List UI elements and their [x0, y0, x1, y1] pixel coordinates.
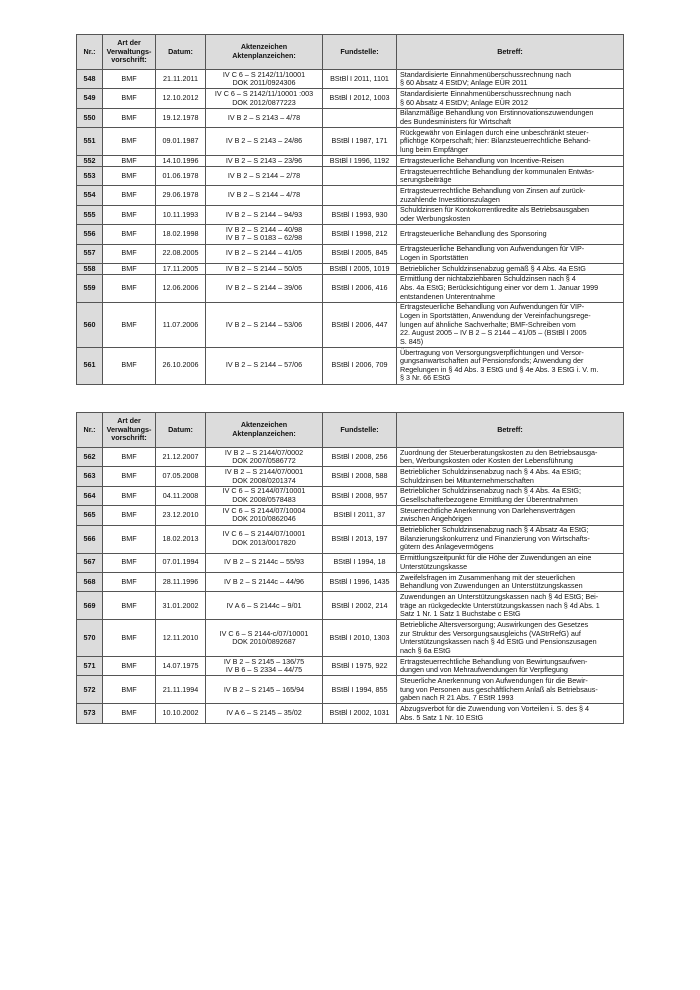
- row-betreff-line: lung beim Empfänger: [400, 144, 469, 154]
- row-betreff: [397, 676, 624, 704]
- row-number: 569: [77, 592, 103, 620]
- row-fundstelle: BStBl I 2012, 1003: [323, 89, 397, 108]
- table-row: [77, 347, 624, 384]
- row-betreff: [397, 89, 624, 108]
- row-betreff-line: träge an rückgedeckte Unterstützungskassen nach § 4d Abs. 1: [400, 600, 600, 610]
- row-betreff-line: Ertragsteuerrechtliche Behandlung der kommunalen Entwäs-: [400, 166, 595, 176]
- header-datum: Datum:: [156, 413, 206, 448]
- row-betreff-line: lungen auf ähnliche Sachverhalte; BMF-Schreiben vom: [400, 319, 576, 329]
- row-betreff: [397, 108, 624, 127]
- row-number: 554: [77, 186, 103, 205]
- table-row: [77, 108, 624, 127]
- row-number: 559: [77, 274, 103, 302]
- row-datum: 23.12.2010: [156, 506, 206, 525]
- table-row: [77, 166, 624, 185]
- row-betreff: [397, 128, 624, 156]
- row-aktenzeichen-line: IV B 2 – S 2144 – 53/06: [225, 319, 303, 329]
- row-aktenzeichen: [206, 128, 323, 156]
- row-number: 571: [77, 656, 103, 675]
- row-aktenzeichen-line: IV C 6 – S 2144/07/10004: [222, 505, 306, 515]
- row-aktenzeichen: [206, 274, 323, 302]
- row-fundstelle: BStBl I 2010, 1303: [323, 620, 397, 657]
- row-fundstelle: BStBl I 1993, 930: [323, 205, 397, 224]
- row-art: BMF: [103, 572, 156, 591]
- row-datum: 17.11.2005: [156, 263, 206, 274]
- row-betreff-line: Steuerrechtliche Anerkennung von Darlehensverträgen: [400, 505, 576, 515]
- header-aktenzeichen: Aktenzeichen Aktenplanzeichen:: [206, 35, 323, 70]
- row-art: BMF: [103, 225, 156, 244]
- header-aktenzeichen: Aktenzeichen Aktenplanzeichen:: [206, 413, 323, 448]
- row-number: 553: [77, 166, 103, 185]
- row-aktenzeichen-line: IV C 6 – S 2142/11/10001: [222, 69, 306, 79]
- row-datum: 14.10.1996: [156, 156, 206, 167]
- row-fundstelle: [323, 166, 397, 185]
- row-betreff-line: Ertragsteuerliche Behandlung von Aufwendungen für VIP-: [400, 302, 585, 312]
- row-datum: 22.08.2005: [156, 244, 206, 263]
- row-fundstelle: BStBl I 2006, 447: [323, 302, 397, 347]
- row-betreff: [397, 620, 624, 657]
- row-aktenzeichen: [206, 676, 323, 704]
- row-fundstelle: BStBl I 2002, 1031: [323, 704, 397, 723]
- row-aktenzeichen-line: IV B 2 – S 2144/07/0002: [224, 447, 304, 457]
- row-betreff-line: Übertragung von Versorgungsverpflichtungen und Versor-: [400, 347, 584, 357]
- row-art: BMF: [103, 553, 156, 572]
- row-number: 552: [77, 156, 103, 167]
- row-datum: 12.11.2010: [156, 620, 206, 657]
- row-aktenzeichen: [206, 166, 323, 185]
- header-nr: Nr.:: [77, 413, 103, 448]
- row-betreff: [397, 448, 624, 467]
- row-art: BMF: [103, 186, 156, 205]
- row-betreff-line: Satz 1 Nr. 1 Satz 1 Buchstabe c EStG: [400, 609, 521, 619]
- table-row: [77, 486, 624, 505]
- table-row: [77, 467, 624, 486]
- row-betreff-line: Logen in Sportstätten, Anwendung der Vereinfachungsrege-: [400, 310, 591, 320]
- row-number: 565: [77, 506, 103, 525]
- row-betreff-line: gaben nach R 21 Abs. 7 EStR 1993: [400, 693, 514, 703]
- table-row: [77, 128, 624, 156]
- table-row: [77, 205, 624, 224]
- row-aktenzeichen-line: IV B 2 – S 2144 – 40/98: [225, 224, 303, 234]
- row-aktenzeichen: [206, 467, 323, 486]
- row-betreff-line: Bilanzierungskonkurrenz und Finanzierung von Wirtschafts-: [400, 533, 590, 543]
- row-aktenzeichen: [206, 70, 323, 89]
- row-number: 549: [77, 89, 103, 108]
- table-row: [77, 70, 624, 89]
- row-betreff: [397, 347, 624, 384]
- header-nr: Nr.:: [77, 35, 103, 70]
- row-fundstelle: BStBl I 2008, 588: [323, 467, 397, 486]
- row-betreff: [397, 186, 624, 205]
- row-datum: 14.07.1975: [156, 656, 206, 675]
- row-aktenzeichen-line: DOK 2011/0924306: [232, 78, 296, 88]
- row-betreff-line: Logen in Sportstätten: [400, 252, 469, 262]
- row-aktenzeichen-line: IV B 2 – S 2144 – 2/78: [227, 170, 301, 180]
- row-betreff-line: gütern des Anlagevermögens: [400, 542, 494, 552]
- row-number: 550: [77, 108, 103, 127]
- row-aktenzeichen: [206, 108, 323, 127]
- row-art: BMF: [103, 89, 156, 108]
- row-art: BMF: [103, 448, 156, 467]
- row-aktenzeichen: [206, 347, 323, 384]
- row-number: 567: [77, 553, 103, 572]
- row-datum: 29.06.1978: [156, 186, 206, 205]
- row-fundstelle: BStBl I 2006, 416: [323, 274, 397, 302]
- row-aktenzeichen-line: DOK 2012/0877223: [232, 97, 296, 107]
- row-number: 551: [77, 128, 103, 156]
- header-fundstelle: Fundstelle:: [323, 413, 397, 448]
- row-betreff-line: Schuldzinsen bei Mitunternehmerschaften: [400, 475, 534, 485]
- row-aktenzeichen: [206, 263, 323, 274]
- row-number: 572: [77, 676, 103, 704]
- row-art: BMF: [103, 656, 156, 675]
- row-aktenzeichen: [206, 205, 323, 224]
- row-aktenzeichen-line: IV C 6 – S 2142/11/10001 :003: [214, 88, 314, 98]
- row-betreff-line: Schuldzinsen für Kontokorrentkredite als Betriebsausgaben: [400, 205, 589, 215]
- row-art: BMF: [103, 274, 156, 302]
- row-datum: 10.10.2002: [156, 704, 206, 723]
- row-betreff-line: § 3 Nr. 66 EStG: [400, 373, 451, 383]
- row-betreff-line: zwischen Angehörigen: [400, 514, 472, 524]
- row-aktenzeichen-line: IV B 2 – S 2143 – 24/86: [225, 136, 303, 146]
- row-aktenzeichen-line: IV C 6 – S 2144/07/10001: [222, 529, 306, 539]
- row-betreff-line: Ertragsteuerrechtliche Behandlung von Bewirtungsaufwen-: [400, 656, 588, 666]
- row-datum: 26.10.2006: [156, 347, 206, 384]
- row-betreff: [397, 592, 624, 620]
- row-betreff-line: § 60 Absatz 4 EStDV; Anlage EÜR 2012: [400, 97, 528, 107]
- row-aktenzeichen: [206, 620, 323, 657]
- row-betreff-line: Ermittlung der nichtabziehbaren Schuldzinsen nach § 4: [400, 274, 576, 284]
- table-row: [77, 263, 624, 274]
- row-betreff: [397, 525, 624, 553]
- row-betreff: [397, 656, 624, 675]
- row-aktenzeichen-line: IV B 2 – S 2145 – 136/75: [223, 656, 305, 666]
- row-betreff-line: Regelungen in § 4d Abs. 3 EStG und § 4e Abs. 3 EStG i. V. m.: [400, 364, 599, 374]
- row-aktenzeichen: [206, 572, 323, 591]
- row-fundstelle: BStBl I 1975, 922: [323, 656, 397, 675]
- row-betreff-line: Betrieblicher Schuldzinsenabzug nach § 4 Abs. 4a EStG;: [400, 486, 581, 496]
- row-betreff-line: entstandenen Unterentnahme: [400, 291, 496, 301]
- row-betreff: [397, 225, 624, 244]
- row-betreff: [397, 166, 624, 185]
- row-fundstelle: BStBl I 2013, 197: [323, 525, 397, 553]
- row-aktenzeichen-line: IV B 2 – S 2143 – 4/78: [227, 112, 301, 122]
- header-art: Art der Verwaltungs-vorschrift:: [103, 413, 156, 448]
- row-aktenzeichen: [206, 506, 323, 525]
- row-fundstelle: BStBl I 1987, 171: [323, 128, 397, 156]
- row-betreff-line: Abs. 5 Satz 1 Nr. 10 EStG: [400, 712, 484, 722]
- row-datum: 21.11.2011: [156, 70, 206, 89]
- row-number: 566: [77, 525, 103, 553]
- row-aktenzeichen: [206, 525, 323, 553]
- table-row: [77, 156, 624, 167]
- row-aktenzeichen: [206, 553, 323, 572]
- table-body: [77, 448, 624, 724]
- row-betreff-line: Behandlung von Zuwendungen an Unterstützungskassen: [400, 581, 583, 591]
- header-art: Art der Verwaltungs-vorschrift:: [103, 35, 156, 70]
- row-aktenzeichen-line: IV C 6 – S 2144-c/07/10001: [219, 628, 309, 638]
- row-art: BMF: [103, 467, 156, 486]
- table-row: [77, 592, 624, 620]
- row-number: 561: [77, 347, 103, 384]
- row-datum: 28.11.1996: [156, 572, 206, 591]
- row-betreff-line: tung von Personen aus geschäftlichem Anlaß als Betriebsaus-: [400, 684, 598, 694]
- row-fundstelle: BStBl I 2002, 214: [323, 592, 397, 620]
- row-betreff-line: Betriebliche Altersversorgung; Auswirkungen des Gesetzes: [400, 619, 589, 629]
- row-datum: 31.01.2002: [156, 592, 206, 620]
- row-betreff: [397, 205, 624, 224]
- row-betreff-line: Ermittlungszeitpunkt für die Höhe der Zuwendungen an eine: [400, 553, 592, 563]
- row-betreff: [397, 553, 624, 572]
- row-aktenzeichen-line: IV B 2 – S 2144 – 50/05: [225, 263, 303, 273]
- row-betreff-line: Bilanzmäßige Behandlung von Erstinnovationszuwendungen: [400, 108, 594, 118]
- row-betreff: [397, 704, 624, 723]
- row-art: BMF: [103, 302, 156, 347]
- table-row: [77, 225, 624, 244]
- row-fundstelle: BStBl I 2008, 957: [323, 486, 397, 505]
- row-betreff: [397, 156, 624, 167]
- row-art: BMF: [103, 704, 156, 723]
- row-betreff-line: Abs. 4a EStG; Berücksichtigung einer vor dem 1. Januar 1999: [400, 282, 599, 292]
- row-betreff-line: des Bundesministers für Wirtschaft: [400, 116, 512, 126]
- row-aktenzeichen-line: DOK 2007/0586772: [232, 456, 296, 466]
- row-art: BMF: [103, 70, 156, 89]
- row-aktenzeichen: [206, 89, 323, 108]
- row-aktenzeichen-line: DOK 2013/0017820: [232, 538, 296, 548]
- header-betreff: Betreff:: [397, 413, 624, 448]
- row-betreff-line: nach § 6a EStG: [400, 645, 451, 655]
- table-row: [77, 676, 624, 704]
- row-art: BMF: [103, 676, 156, 704]
- row-fundstelle: BStBl I 1996, 1435: [323, 572, 397, 591]
- regulation-table-1: [76, 34, 624, 385]
- row-fundstelle: BStBl I 1994, 18: [323, 553, 397, 572]
- row-betreff-line: Zuordnung der Steuerberatungskosten zu den Betriebsausga-: [400, 447, 598, 457]
- row-art: BMF: [103, 244, 156, 263]
- row-number: 557: [77, 244, 103, 263]
- row-betreff-line: § 60 Absatz 4 EStDV; Anlage EÜR 2011: [400, 78, 528, 88]
- row-aktenzeichen: [206, 244, 323, 263]
- row-art: BMF: [103, 128, 156, 156]
- regulation-table-2: [76, 412, 624, 724]
- row-betreff-line: Ertragsteuerliche Behandlung des Sponsoring: [400, 229, 547, 239]
- row-aktenzeichen-line: DOK 2010/0892687: [232, 637, 296, 647]
- row-aktenzeichen-line: IV B 2 – S 2144 – 39/06: [225, 282, 303, 292]
- row-art: BMF: [103, 166, 156, 185]
- row-betreff-line: zuzahlende Investitionszulagen: [400, 194, 500, 204]
- row-betreff-line: Unterstützungskassen nach § 4d EStG und Pensionszusagen: [400, 637, 597, 647]
- row-betreff-line: Zuwendungen an Unterstützungskassen nach § 4d EStG; Bei-: [400, 591, 599, 601]
- table-header-row: [77, 35, 624, 70]
- row-betreff-line: Betrieblicher Schuldzinsenabzug nach § 4 Absatz 4a EStG;: [400, 525, 589, 535]
- row-betreff-line: Betrieblicher Schuldzinsenabzug nach § 4 Abs. 4a EStG;: [400, 466, 581, 476]
- row-art: BMF: [103, 347, 156, 384]
- row-aktenzeichen-line: IV B 2 – S 2144 – 4/78: [227, 190, 301, 200]
- table-row: [77, 656, 624, 675]
- row-aktenzeichen-line: IV B 7 – S 0183 – 62/98: [225, 233, 303, 243]
- row-aktenzeichen: [206, 156, 323, 167]
- row-betreff: [397, 467, 624, 486]
- row-aktenzeichen: [206, 448, 323, 467]
- row-betreff-line: Ertragsteuerliche Behandlung von Incentive-Reisen: [400, 155, 564, 165]
- row-betreff-line: pflichtige Körperschaft; hier: Bilanzsteuerrechtliche Behand-: [400, 136, 591, 146]
- row-aktenzeichen-line: IV B 6 – S 2334 – 44/75: [225, 665, 303, 675]
- row-betreff-line: Standardisierte Einnahmenüberschussrechnung nach: [400, 69, 572, 79]
- row-aktenzeichen-line: IV B 2 – S 2144c – 55/93: [224, 557, 304, 567]
- row-aktenzeichen: [206, 225, 323, 244]
- row-datum: 18.02.1998: [156, 225, 206, 244]
- row-datum: 21.12.2007: [156, 448, 206, 467]
- row-aktenzeichen-line: IV B 2 – S 2144 – 94/93: [225, 209, 303, 219]
- row-aktenzeichen-line: IV C 6 – S 2144/07/10001: [222, 486, 306, 496]
- row-number: 563: [77, 467, 103, 486]
- row-art: BMF: [103, 205, 156, 224]
- row-betreff: [397, 274, 624, 302]
- row-betreff-line: zur Struktur des Versorgungsausgleichs (VAStrRefG) auf: [400, 628, 581, 638]
- table-row: [77, 89, 624, 108]
- row-betreff-line: Unterstützungskasse: [400, 561, 468, 571]
- row-fundstelle: BStBl I 1998, 212: [323, 225, 397, 244]
- row-betreff-line: dungen und von Mehraufwendungen für Verpflegung: [400, 665, 568, 675]
- row-number: 556: [77, 225, 103, 244]
- table-row: [77, 572, 624, 591]
- row-art: BMF: [103, 525, 156, 553]
- row-fundstelle: BStBl I 2011, 37: [323, 506, 397, 525]
- row-datum: 07.01.1994: [156, 553, 206, 572]
- row-betreff: [397, 486, 624, 505]
- row-betreff-line: Betrieblicher Schuldzinsenabzug gemäß § 4 Abs. 4a EStG: [400, 263, 586, 273]
- row-art: BMF: [103, 156, 156, 167]
- row-art: BMF: [103, 620, 156, 657]
- row-betreff-line: gungsanwartschaften auf Pensionsfonds; Anwendung der: [400, 356, 584, 366]
- row-aktenzeichen: [206, 302, 323, 347]
- row-betreff: [397, 263, 624, 274]
- row-datum: 11.07.2006: [156, 302, 206, 347]
- row-aktenzeichen-line: IV A 6 – S 2145 – 35/02: [226, 708, 302, 718]
- row-betreff-line: Standardisierte Einnahmenüberschussrechnung nach: [400, 88, 572, 98]
- row-aktenzeichen-line: IV B 2 – S 2143 – 23/96: [225, 155, 303, 165]
- row-betreff-line: Gesellschafterbezogene Ermittlung der Überentnahmen: [400, 494, 578, 504]
- row-aktenzeichen-line: DOK 2008/0578483: [232, 494, 296, 504]
- row-aktenzeichen: [206, 656, 323, 675]
- row-number: 558: [77, 263, 103, 274]
- row-number: 560: [77, 302, 103, 347]
- row-betreff: [397, 302, 624, 347]
- row-betreff-line: ben, Werbungskosten oder Kosten der Lebensführung: [400, 456, 573, 466]
- row-fundstelle: BStBl I 2005, 845: [323, 244, 397, 263]
- row-datum: 09.01.1987: [156, 128, 206, 156]
- table-row: [77, 704, 624, 723]
- row-aktenzeichen-line: IV B 2 – S 2144 – 41/05: [225, 248, 303, 258]
- row-fundstelle: BStBl I 2008, 256: [323, 448, 397, 467]
- row-betreff-line: serungsbeiträge: [400, 175, 452, 185]
- row-number: 555: [77, 205, 103, 224]
- row-betreff-line: Ertragsteuerrechtliche Behandlung von Zinsen auf zurück-: [400, 185, 586, 195]
- row-fundstelle: BStBl I 1994, 855: [323, 676, 397, 704]
- row-betreff-line: 22. August 2005 – IV B 2 – S 2144 – 41/05 – (BStBl I 2005: [400, 328, 587, 338]
- row-fundstelle: BStBl I 1996, 1192: [323, 156, 397, 167]
- row-datum: 12.10.2012: [156, 89, 206, 108]
- row-datum: 12.06.2006: [156, 274, 206, 302]
- row-betreff: [397, 572, 624, 591]
- row-aktenzeichen-line: IV B 2 – S 2144c – 44/96: [224, 576, 304, 586]
- row-aktenzeichen: [206, 704, 323, 723]
- row-betreff: [397, 244, 624, 263]
- row-aktenzeichen-line: IV A 6 – S 2144c – 9/01: [226, 600, 302, 610]
- row-betreff: [397, 506, 624, 525]
- row-fundstelle: BStBl I 2005, 1019: [323, 263, 397, 274]
- row-betreff-line: S. 845): [400, 336, 424, 346]
- row-number: 570: [77, 620, 103, 657]
- row-datum: 18.02.2013: [156, 525, 206, 553]
- row-aktenzeichen-line: DOK 2010/0862046: [232, 514, 296, 524]
- row-number: 548: [77, 70, 103, 89]
- row-fundstelle: [323, 186, 397, 205]
- row-betreff-line: Rückgewähr von Einlagen durch eine unbeschränkt steuer-: [400, 127, 589, 137]
- row-art: BMF: [103, 108, 156, 127]
- row-betreff-line: oder Werbungskosten: [400, 213, 471, 223]
- row-number: 568: [77, 572, 103, 591]
- row-art: BMF: [103, 506, 156, 525]
- row-aktenzeichen: [206, 186, 323, 205]
- row-fundstelle: [323, 108, 397, 127]
- row-datum: 01.06.1978: [156, 166, 206, 185]
- row-datum: 07.05.2008: [156, 467, 206, 486]
- table-row: [77, 620, 624, 657]
- table-row: [77, 186, 624, 205]
- table-row: [77, 244, 624, 263]
- row-betreff-line: Zweifelsfragen im Zusammenhang mit der steuerlichen: [400, 572, 575, 582]
- row-betreff-line: Steuerliche Anerkennung von Aufwendungen für die Bewir-: [400, 675, 588, 685]
- row-aktenzeichen: [206, 486, 323, 505]
- row-art: BMF: [103, 592, 156, 620]
- row-datum: 10.11.1993: [156, 205, 206, 224]
- header-datum: Datum:: [156, 35, 206, 70]
- table-row: [77, 506, 624, 525]
- header-betreff: Betreff:: [397, 35, 624, 70]
- row-fundstelle: BStBl I 2011, 1101: [323, 70, 397, 89]
- table-row: [77, 274, 624, 302]
- row-aktenzeichen-line: IV B 2 – S 2145 – 165/94: [223, 684, 305, 694]
- row-aktenzeichen-line: DOK 2008/0201374: [232, 475, 296, 485]
- header-fundstelle: Fundstelle:: [323, 35, 397, 70]
- row-fundstelle: BStBl I 2006, 709: [323, 347, 397, 384]
- table-row: [77, 525, 624, 553]
- row-datum: 04.11.2008: [156, 486, 206, 505]
- row-art: BMF: [103, 263, 156, 274]
- table-row: [77, 553, 624, 572]
- row-aktenzeichen: [206, 592, 323, 620]
- row-aktenzeichen-line: IV B 2 – S 2144 – 57/06: [225, 360, 303, 370]
- table-row: [77, 448, 624, 467]
- row-number: 562: [77, 448, 103, 467]
- row-datum: 21.11.1994: [156, 676, 206, 704]
- table-row: [77, 302, 624, 347]
- row-number: 564: [77, 486, 103, 505]
- row-betreff-line: Ertragsteuerliche Behandlung von Aufwendungen für VIP-: [400, 244, 585, 254]
- row-betreff-line: Abzugsverbot für die Zuwendung von Vorteilen i. S. des § 4: [400, 703, 589, 713]
- row-art: BMF: [103, 486, 156, 505]
- table-header-row: [77, 413, 624, 448]
- table-body: [77, 70, 624, 385]
- row-betreff: [397, 70, 624, 89]
- row-aktenzeichen-line: IV B 2 – S 2144/07/0001: [224, 466, 304, 476]
- row-datum: 19.12.1978: [156, 108, 206, 127]
- row-number: 573: [77, 704, 103, 723]
